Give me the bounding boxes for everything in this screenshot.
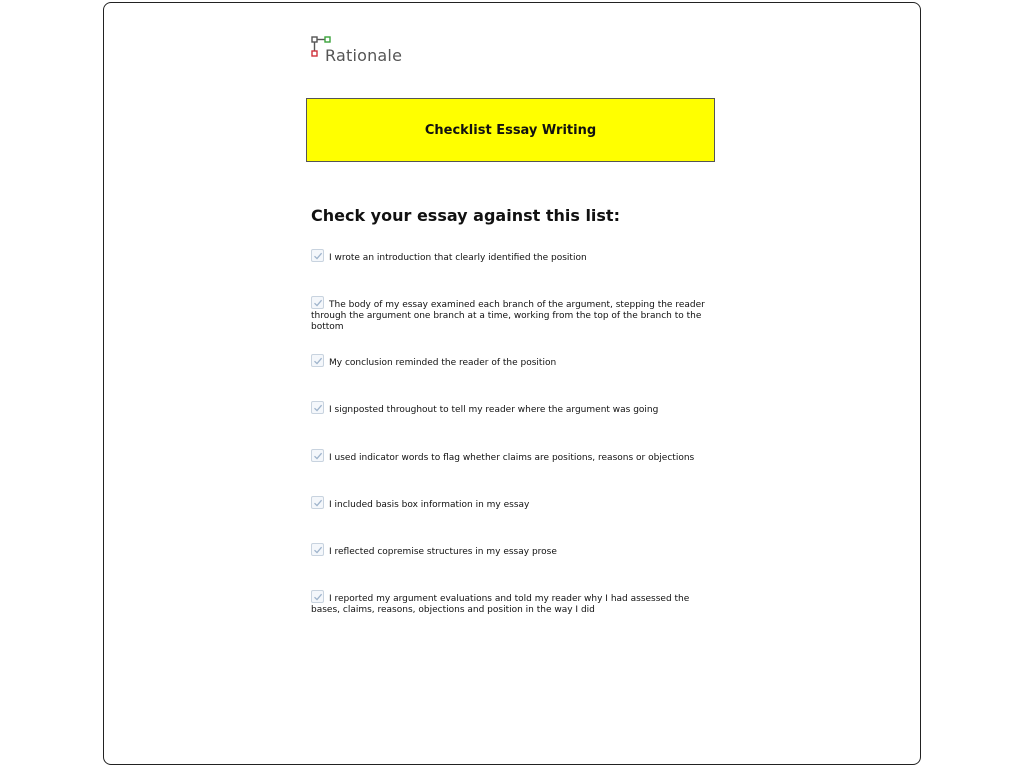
checkmark-icon: [313, 356, 323, 366]
checklist-item-text: The body of my essay examined each branch of the argument, stepping the reader through the argument one branch at a time, working from the top of the branch to the bottom: [311, 300, 705, 332]
checkmark-icon: [313, 545, 323, 555]
checkmark-icon: [313, 498, 323, 508]
checklist-item: [311, 543, 715, 558]
checklist-item: [311, 249, 715, 264]
checkmark-icon: [313, 298, 323, 308]
checklist-item-text: I signposted throughout to tell my reader where the argument was going: [329, 405, 659, 415]
checkbox[interactable]: [311, 449, 324, 462]
checkmark-icon: [313, 403, 323, 413]
checklist-item: [311, 296, 715, 333]
checkbox[interactable]: [311, 401, 324, 414]
banner-title: Checklist Essay Writing: [424, 122, 597, 138]
checkmark-icon: [313, 251, 323, 261]
checkbox[interactable]: [311, 543, 324, 556]
checklist-item: [311, 496, 715, 511]
checklist-item-text: My conclusion reminded the reader of the position: [329, 358, 557, 368]
checklist-item-text: I wrote an introduction that clearly identified the position: [329, 253, 587, 263]
logo-text: Rationale: [325, 46, 403, 65]
checklist-item: [311, 590, 715, 616]
checkbox[interactable]: [311, 590, 324, 603]
checklist-item-text: I reported my argument evaluations and told my reader why I had assessed the bases, claims, reasons, objections and position in the way I did: [311, 594, 690, 615]
checklist-item-text: I used indicator words to flag whether claims are positions, reasons or objections: [329, 453, 695, 463]
checkbox[interactable]: [311, 249, 324, 262]
checklist-item: [311, 449, 715, 464]
checklist-heading: Check your essay against this list:: [311, 206, 620, 225]
checkbox[interactable]: [311, 496, 324, 509]
checkmark-icon: [313, 451, 323, 461]
checkbox[interactable]: [311, 296, 324, 309]
checklist-item-text: I included basis box information in my essay: [329, 500, 530, 510]
title-banner: [306, 98, 715, 162]
checklist-item-text: I reflected copremise structures in my essay prose: [329, 547, 557, 557]
checkbox[interactable]: [311, 354, 324, 367]
checkmark-icon: [313, 592, 323, 602]
checklist-item: [311, 354, 715, 369]
checklist-item: [311, 401, 715, 416]
